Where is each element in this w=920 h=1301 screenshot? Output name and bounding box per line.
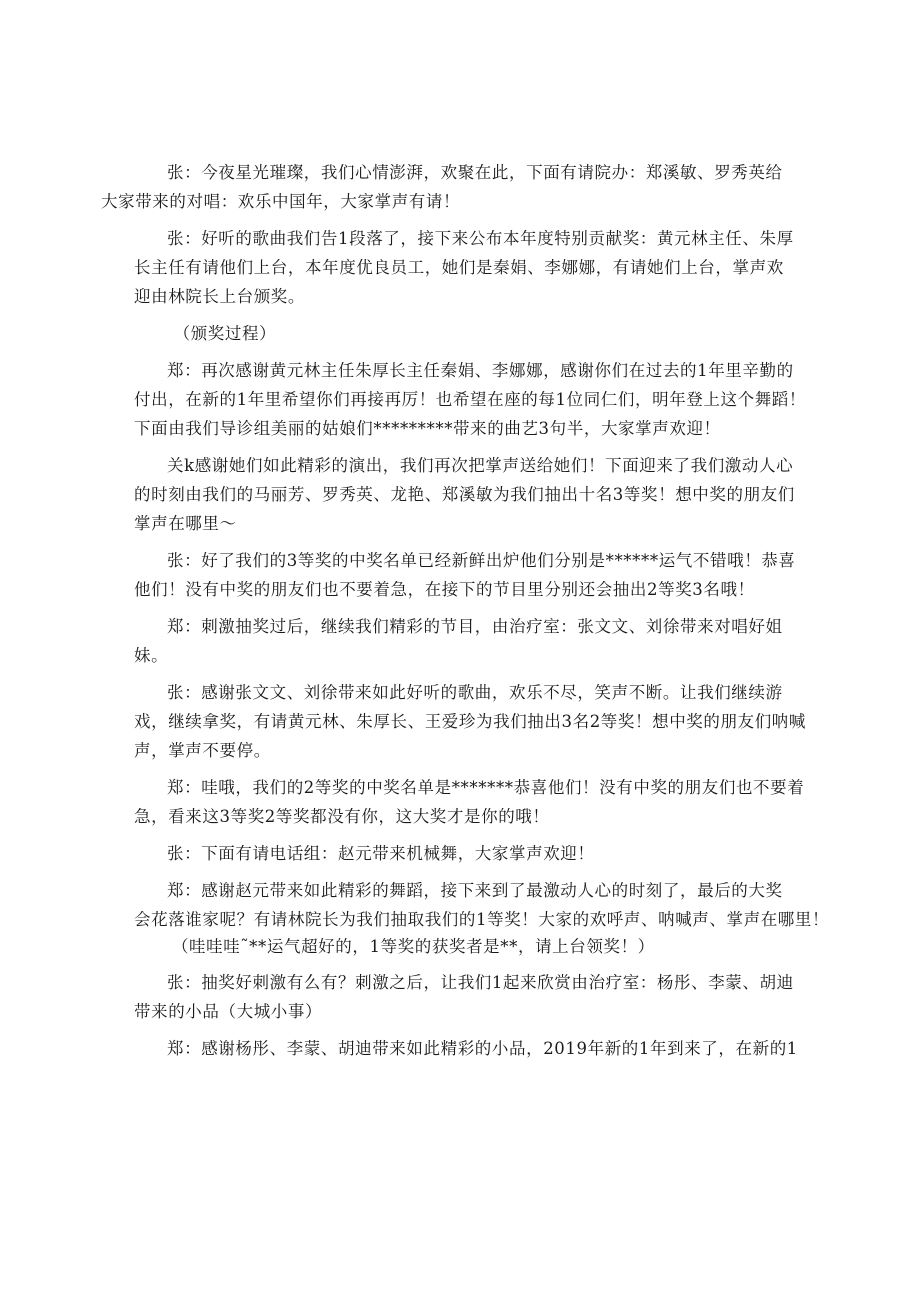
paragraph-5: [134, 451, 795, 538]
text-line: 声，掌声不要停。: [134, 741, 271, 760]
paragraph-12: [134, 968, 792, 1026]
paragraph-7: [134, 612, 792, 670]
text-line: 迎由林院长上台颁奖。: [134, 287, 305, 306]
text-line: 郑：再次感谢黄元林主任朱厚长主任秦娟、李娜娜，感谢你们在过去的1年里辛勤的: [167, 361, 794, 380]
text-line: （哇哇哇˜**运气超好的，1等奖的获奖者是**，请上台领奖！）: [171, 937, 655, 956]
text-line: 掌声在哪里～: [134, 514, 237, 533]
paragraph-4: [134, 356, 806, 443]
paragraph-11: [134, 876, 830, 960]
paragraph-10: [134, 839, 792, 868]
text-line: 下面由我们导诊组美丽的姑娘们*********带来的曲艺3句半，大家掌声欢迎！: [134, 419, 721, 438]
text-line: 张：好了我们的3等奖的中奖名单已经新鲜出炉他们分别是******运气不错哦！恭喜: [167, 551, 796, 570]
text-line: 张：抽奖好刺激有么有？刺激之后，让我们1起来欣赏由治疗室：杨彤、李蒙、胡迪: [167, 973, 794, 992]
text-line: 他们！没有中奖的朋友们也不要着急，在接下的节目里分别还会抽出2等奖3名哦！: [134, 580, 755, 599]
text-line: 张：下面有请电话组：赵元带来机械舞，大家掌声欢迎！: [167, 844, 595, 863]
text-line: 张：今夜星光璀璨，我们心情澎湃，欢聚在此，下面有请院办：郑溪敏、罗秀英给: [167, 163, 783, 182]
text-line: 张：好听的歌曲我们告1段落了，接下来公布本年度特别贡献奖：黄元林主任、朱厚: [167, 229, 794, 248]
text-line: 张：感谢张文文、刘徐带来如此好听的歌曲，欢乐不尽，笑声不断。让我们继续游: [167, 683, 783, 702]
paragraph-3-stage-note: [134, 319, 792, 348]
text-line: 会花落谁家呢？有请林院长为我们抽取我们的1等奖！大家的欢呼声、呐喊声、掌声在哪里！: [134, 910, 830, 929]
text-line: 大家带来的对唱：欢乐中国年，大家掌声有请！: [101, 192, 461, 211]
paragraph-13: [134, 1034, 798, 1063]
text-line: （颁奖过程）: [173, 324, 277, 343]
text-line: 妹。: [134, 646, 169, 665]
text-line: 郑：刺激抽奖过后，继续我们精彩的节目，由治疗室：张文文、刘徐带来对唱好姐: [167, 617, 783, 636]
text-line: 带来的小品（大城小事）: [134, 1002, 323, 1021]
text-line: 长主任有请他们上台，本年度优良员工，她们是秦娟、李娜娜，有请她们上台，掌声欢: [134, 258, 784, 277]
text-line: 的时刻由我们的马丽芳、罗秀英、龙艳、郑溪敏为我们抽出十名3等奖！想中奖的朋友们: [134, 485, 795, 504]
paragraph-2: [134, 224, 792, 311]
paragraph-9: [134, 773, 805, 831]
text-line: 付出，在新的1年里希望你们再接再厉！也希望在座的每1位同仁们，明年登上这个舞蹈！: [134, 390, 806, 409]
text-line: 郑：哇哦，我们的2等奖的中奖名单是*******恭喜他们！没有中奖的朋友们也不要着: [167, 778, 805, 797]
text-line: 急，看来这3等奖2等奖都没有你，这大奖才是你的哦！: [134, 807, 550, 826]
text-line: 戏，继续拿奖，有请黄元林、朱厚长、王爱珍为我们抽出3名2等奖！想中奖的朋友们呐喊: [134, 712, 806, 731]
paragraph-8: [134, 678, 806, 765]
text-line: 关k感谢她们如此精彩的演出，我们再次把掌声送给她们！下面迎来了我们激动人心: [167, 456, 794, 475]
document-body: [101, 158, 830, 1063]
text-line: 郑：感谢杨彤、李蒙、胡迪带来如此精彩的小品，2019年新的1年到来了，在新的1: [167, 1039, 798, 1058]
text-line: 郑：感谢赵元带来如此精彩的舞蹈，接下来到了最激动人心的时刻了，最后的大奖: [167, 881, 783, 900]
paragraph-6: [134, 546, 796, 604]
paragraph-1: [101, 158, 792, 216]
